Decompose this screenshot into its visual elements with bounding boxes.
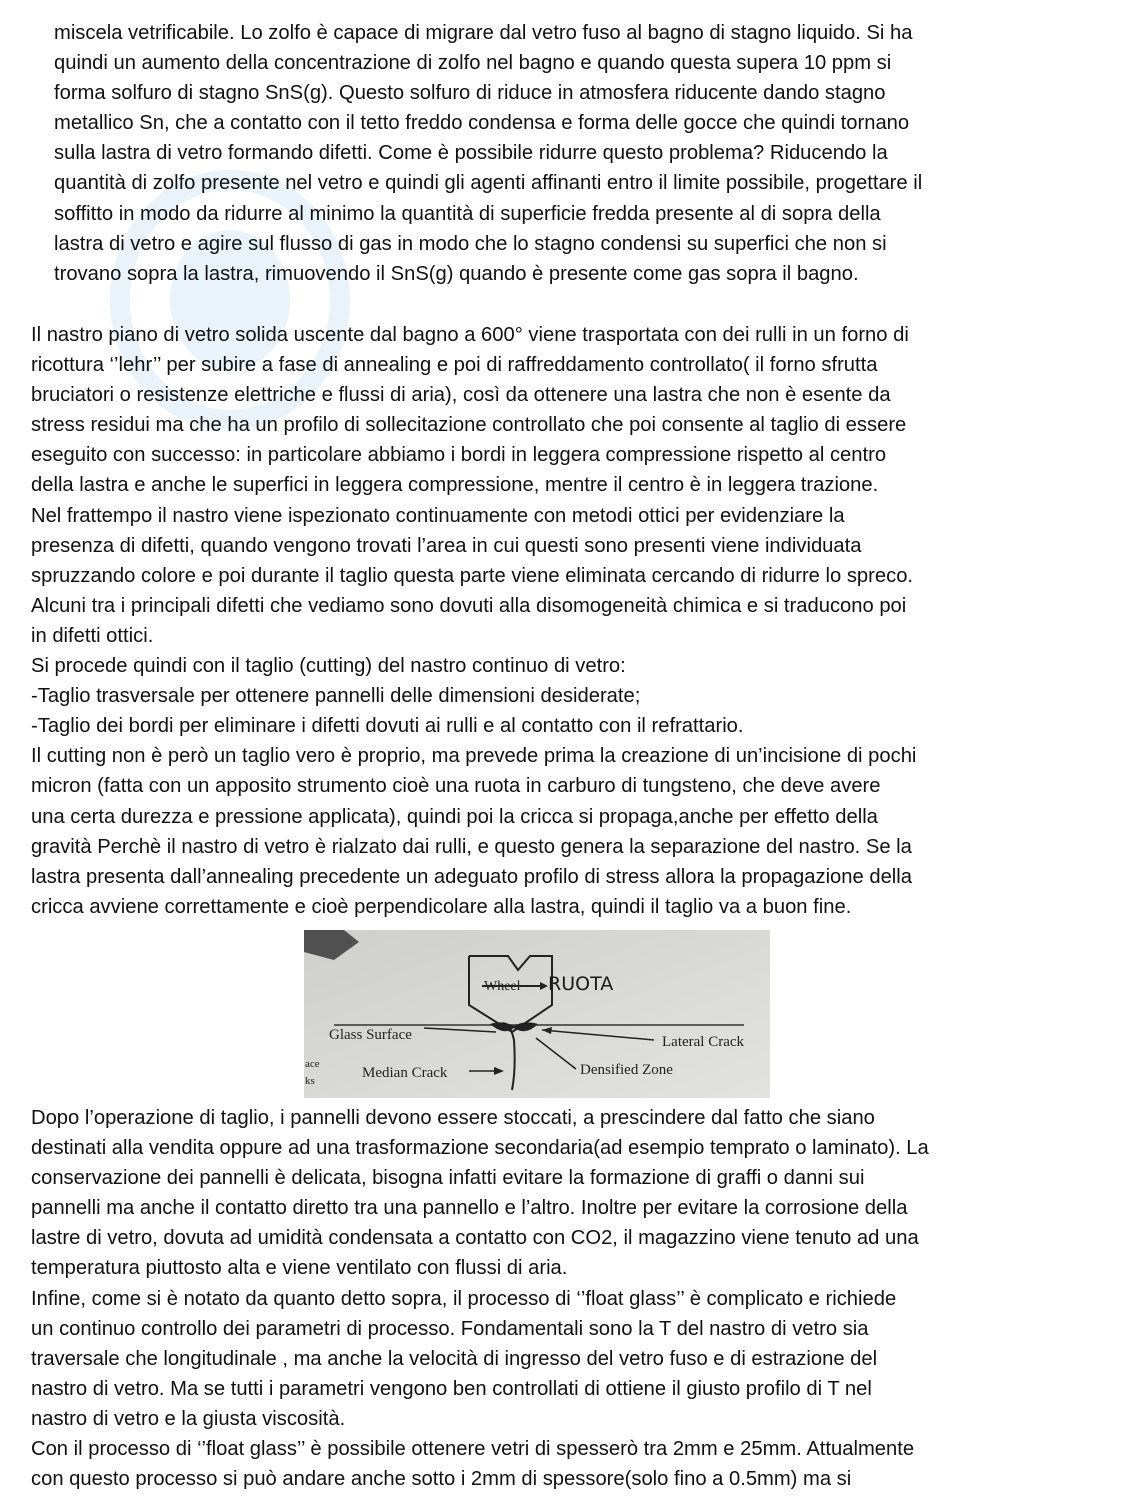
text-line: conservazione dei pannelli è delicata, bisogna infatti evitare la formazione di graffi o danni sui	[31, 1167, 865, 1190]
text-line: gravità Perchè il nastro di vetro è rialzato dai rulli, e questo genera la separazione del nastro. Se la	[31, 835, 912, 858]
text-line: ricottura ‘’lehr’’ per subire a fase di annealing e poi di raffreddamento controllato( il forno sfrutta	[31, 354, 878, 377]
text-line: Dopo l’operazione di taglio, i pannelli devono essere stoccati, a prescindere dal fatto che siano	[31, 1107, 875, 1129]
paragraph-annealing-cutting	[31, 320, 916, 922]
text-line: sulla lastra di vetro formando difetti. Come è possibile ridurre questo problema? Riducendo la	[54, 142, 888, 165]
text-line: lastra presenta dall’annealing precedente un adeguato profilo di stress allora la propagazione della	[31, 865, 912, 888]
text-line: Il cutting non è però un taglio vero è proprio, ma prevede prima la creazione di un’incisione di pochi	[31, 745, 917, 768]
text-line: cricca avviene correttamente e cioè perpendicolare alla lastra, quindi il taglio va a buon fine.	[31, 895, 852, 918]
text-line: miscela vetrificabile. Lo zolfo è capace di migrare dal vetro fuso al bagno di stagno liquido. Si ha	[54, 22, 913, 44]
text-line: della lastra e anche le superfici in leggera compressione, mentre il centro è in leggera trazione.	[31, 474, 879, 497]
text-line: Si procede quindi con il taglio (cutting) del nastro continuo di vetro:	[31, 655, 626, 678]
text-line: Infine, come si è notato da quanto detto sopra, il processo di ‘’float glass’’ è complicato e richiede	[31, 1287, 897, 1310]
text-line: forma solfuro di stagno SnS(g). Questo solfuro di riduce in atmosfera riducente dando stagno	[54, 82, 886, 105]
figure-diagram	[304, 930, 770, 1098]
text-line: quantità di zolfo presente nel vetro e quindi gli agenti affinanti entro il limite possibile, progettare il	[54, 172, 923, 195]
text-line: Alcuni tra i principali difetti che vediamo sono dovuti alla disomogeneità chimica e si traducono poi	[31, 594, 907, 617]
text-line: una certa durezza e pressione applicata), quindi poi la cricca si propaga,anche per effetto della	[31, 805, 878, 828]
text-line: con questo processo si può andare anche sotto i 2mm di spessore(solo fino a 0.5mm) ma si	[31, 1468, 852, 1491]
text-line: Nel frattempo il nastro viene ispezionato continuamente con metodi ottici per evidenziare la	[31, 504, 845, 527]
text-line: soffitto in modo da ridurre al minimo la quantità di superficie fredda presente al di sopra della	[54, 202, 881, 225]
text-line: stress residui ma che ha un profilo di sollecitazione controllato che poi consente al taglio di essere	[31, 414, 907, 437]
cut-label-bottom: ks	[305, 1075, 315, 1087]
cut-label-top: ace	[305, 1058, 320, 1070]
text-line: eseguito con successo: in particolare abbiamo i bordi in leggera compressione rispetto al centro	[31, 444, 887, 467]
text-line: in difetti ottici.	[31, 624, 154, 647]
cutting-wheel-figure	[304, 930, 770, 1098]
text-line: lastre di vetro, dovuta ad umidità condensata a contatto con CO2, il magazzino viene tenuto ad una	[31, 1227, 919, 1250]
text-line: spruzzando colore e poi durante il taglio questa parte viene eliminata cercando di ridurre lo spreco.	[31, 564, 914, 587]
text-line: nastro di vetro e la giusta viscosità.	[31, 1407, 346, 1430]
lateral-crack-label: Lateral Crack	[662, 1034, 745, 1050]
text-line: Con il processo di ‘’float glass’’ è possibile ottenere vetri di spesserò tra 2mm e 25mm. Attualmente	[31, 1438, 915, 1461]
text-line: -Taglio dei bordi per eliminare i difetti dovuti ai rulli e al contatto con il refrattario.	[31, 715, 744, 738]
wheel-struck-label: Wheel	[484, 979, 521, 994]
text-line: lastra di vetro e agire sul flusso di gas in modo che lo stagno condensi su superfici che non si	[54, 232, 887, 255]
text-line: traversale che longitudinale , ma anche la velocità di ingresso del vetro fuso e di estrazione del	[31, 1347, 878, 1370]
text-line: un continuo controllo dei parametri di processo. Fondamentali sono la T del nastro di vetro sia	[31, 1317, 869, 1340]
paragraph-sulfur-tin	[54, 18, 922, 289]
text-line: Il nastro piano di vetro solida uscente dal bagno a 600° viene trasportata con dei rulli in un forno di	[31, 324, 909, 346]
text-line: micron (fatta con un apposito strumento cioè una ruota in carburo di tungsteno, che deve avere	[31, 775, 881, 798]
median-crack-label: Median Crack	[362, 1065, 448, 1081]
text-line: presenza di difetti, quando vengono trovati l’area in cui questi sono presenti viene individuata	[31, 534, 862, 557]
text-line: trovano sopra la lastra, rimuovendo il SnS(g) quando è presente come gas sopra il bagno.	[54, 262, 859, 285]
text-line: pannelli ma anche il contatto diretto tra una pannello e l’altro. Inoltre per evitare la corrosione della	[31, 1197, 908, 1220]
text-line: metallico Sn, che a contatto con il tetto freddo condensa e forma delle gocce che quindi tornano	[54, 112, 910, 135]
text-line: destinati alla vendita oppure ad una trasformazione secondaria(ad esempio temprato o laminato). La	[31, 1137, 929, 1160]
densified-zone-label: Densified Zone	[580, 1062, 673, 1078]
text-line: nastro di vetro. Ma se tutti i parametri vengono ben controllati di ottiene il giusto profilo di T nel	[31, 1377, 872, 1400]
paragraph-storage-process	[31, 1103, 929, 1494]
text-line: bruciatori o resistenze elettriche e flussi di aria), così da ottenere una lastra che non è esente da	[31, 384, 891, 407]
handwritten-ruota-label: RUOTA	[548, 973, 614, 995]
glass-surface-label: Glass Surface	[329, 1027, 412, 1043]
text-line: -Taglio trasversale per ottenere pannelli delle dimensioni desiderate;	[31, 685, 641, 708]
text-line: temperatura piuttosto alta e viene ventilato con flussi di aria.	[31, 1257, 568, 1280]
text-line: quindi un aumento della concentrazione di zolfo nel bagno e quando questa supera 10 ppm si	[54, 52, 892, 75]
